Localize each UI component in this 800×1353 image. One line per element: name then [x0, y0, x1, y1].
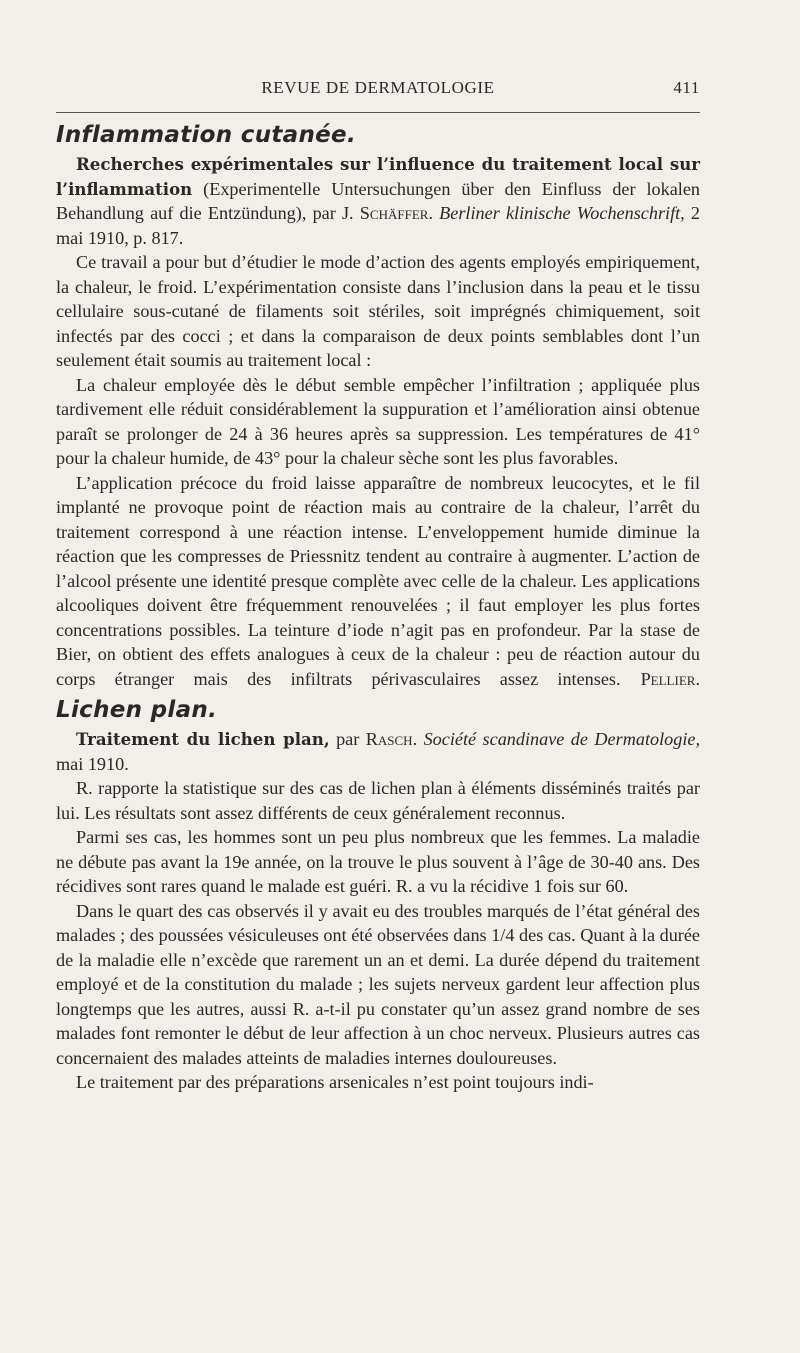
- article-citation-detail: mai 1910.: [56, 753, 129, 774]
- paragraph: Parmi ses cas, les hommes sont un peu plus nombreux que les femmes. La maladie ne débute pas avant la 19e année, on la trouve le plus souvent à l’âge de 30-40 ans. Des récidives sont rares quand le malade est guéri. R. a vu la récidive 1 fois sur 60.: [56, 827, 700, 896]
- article-body: [56, 120, 700, 1095]
- article-citation: [56, 727, 700, 776]
- paragraph: La chaleur employée dès le début semble empêcher l’infiltration ; appliquée plus tardivement elle réduit considérablement la suppuration et l’amélioration ainsi obtenue paraît se prolonger de 24 à 36 heures après sa suppression. Les températures de 41° pour la chaleur humide, de 43° pour la chaleur sèche sont les plus favorables.: [56, 374, 700, 468]
- page-number: 411: [673, 78, 700, 97]
- article-title: Recherches expérimentales sur l’influence du traitement local sur l’inflammation: [56, 154, 700, 199]
- article-author: J. Schäffer: [341, 203, 429, 223]
- article-title-rest: par: [329, 729, 366, 749]
- paragraph-with-signature: [56, 471, 700, 692]
- paragraph: Le traitement par des préparations arsenicales n’est point toujours indi-: [76, 1072, 594, 1092]
- paragraph: R. rapporte la statistique sur des cas de lichen plan à éléments disséminés traités par lui. Les résultats sont assez différents de ceux généralement reconnus.: [56, 778, 700, 823]
- paragraph-text: L’application précoce du froid laisse apparaître de nombreux leucocytes, et le fil implanté ne provoque point de réaction mais au contraire de la chaleur, l’arrêt du traitement correspond à une réaction intense. L’enveloppement humide diminue la réaction que les compresses de Priessnitz tendent au contraire à augmenter. L’action de l’alcool présente une identité presque complète avec celle de la chaleur. Les applications alcooliques doivent être fréquemment renouvelées ; il faut employer les plus fortes concentrations possibles. La teinture d’iode n’agit pas en profondeur. Par la stase de Bier, on obtient des effets analogues à ceux de la chaleur : peu de réaction autour du corps étranger mais des infiltrats périvasculaires assez intenses.: [56, 472, 700, 689]
- running-head: [56, 78, 700, 102]
- header-rule: [56, 112, 700, 113]
- article-journal: Société scandinave de Dermatologie,: [423, 729, 700, 749]
- article-citation-detail: 2 mai 1910, p. 817.: [56, 203, 701, 248]
- signature: Pellier.: [640, 668, 700, 689]
- section-heading-inflammation: Inflammation cutanée.: [56, 122, 356, 148]
- article-title-rest: (Experimentelle Untersuchungen über den Einfluss der lokalen Behandlung auf die Entzündung), par: [56, 178, 700, 223]
- running-title: REVUE DE DERMATOLOGIE: [261, 78, 495, 97]
- paragraph: Dans le quart des cas observés il y avait eu des troubles marqués de l’état général des malades ; des poussées vésiculeuses ont été observées dans 1/4 des cas. Quant à la durée de la maladie elle n’excède que rarement un an et demi. La durée dépend du traitement employé et de la constitution du malade ; les sujets nerveux gardent leur affection plus longtemps que les autres, aussi R. a-t-il pu constater qu’un assez grand nombre de ses malades font remonter le début de leur affection à un choc nerveux. Plusieurs autres cas concernaient des malades atteints de maladies internes douloureuses.: [56, 900, 700, 1068]
- paragraph: Ce travail a pour but d’étudier le mode d’action des agents employés empiriquement, la chaleur, le froid. L’expérimentation consiste dans l’inclusion dans la peau et le tissu cellulaire sous-cutané de filaments soit stériles, soit imprégnés chimiquement, soit infectés par des cocci ; et dans la comparaison de deux points semblables dont l’un seulement était soumis au traitement local :: [56, 252, 700, 370]
- article-author: Rasch.: [365, 729, 418, 749]
- article-title: Traitement du lichen plan,: [76, 729, 330, 749]
- article-citation: Recherches expérimentales sur l’influence du traitement local sur l’inflammation (Experimentelle Untersuchungen über den Einfluss der lokalen Behandlung auf die Entzündung), par J. Schäffer. Berliner klinische Wochenschrift, 2 mai 1910, p. 817.: [56, 154, 701, 248]
- section-heading-lichen: Lichen plan.: [56, 697, 218, 723]
- article-journal: Berliner klinische Wochenschrift,: [439, 203, 685, 223]
